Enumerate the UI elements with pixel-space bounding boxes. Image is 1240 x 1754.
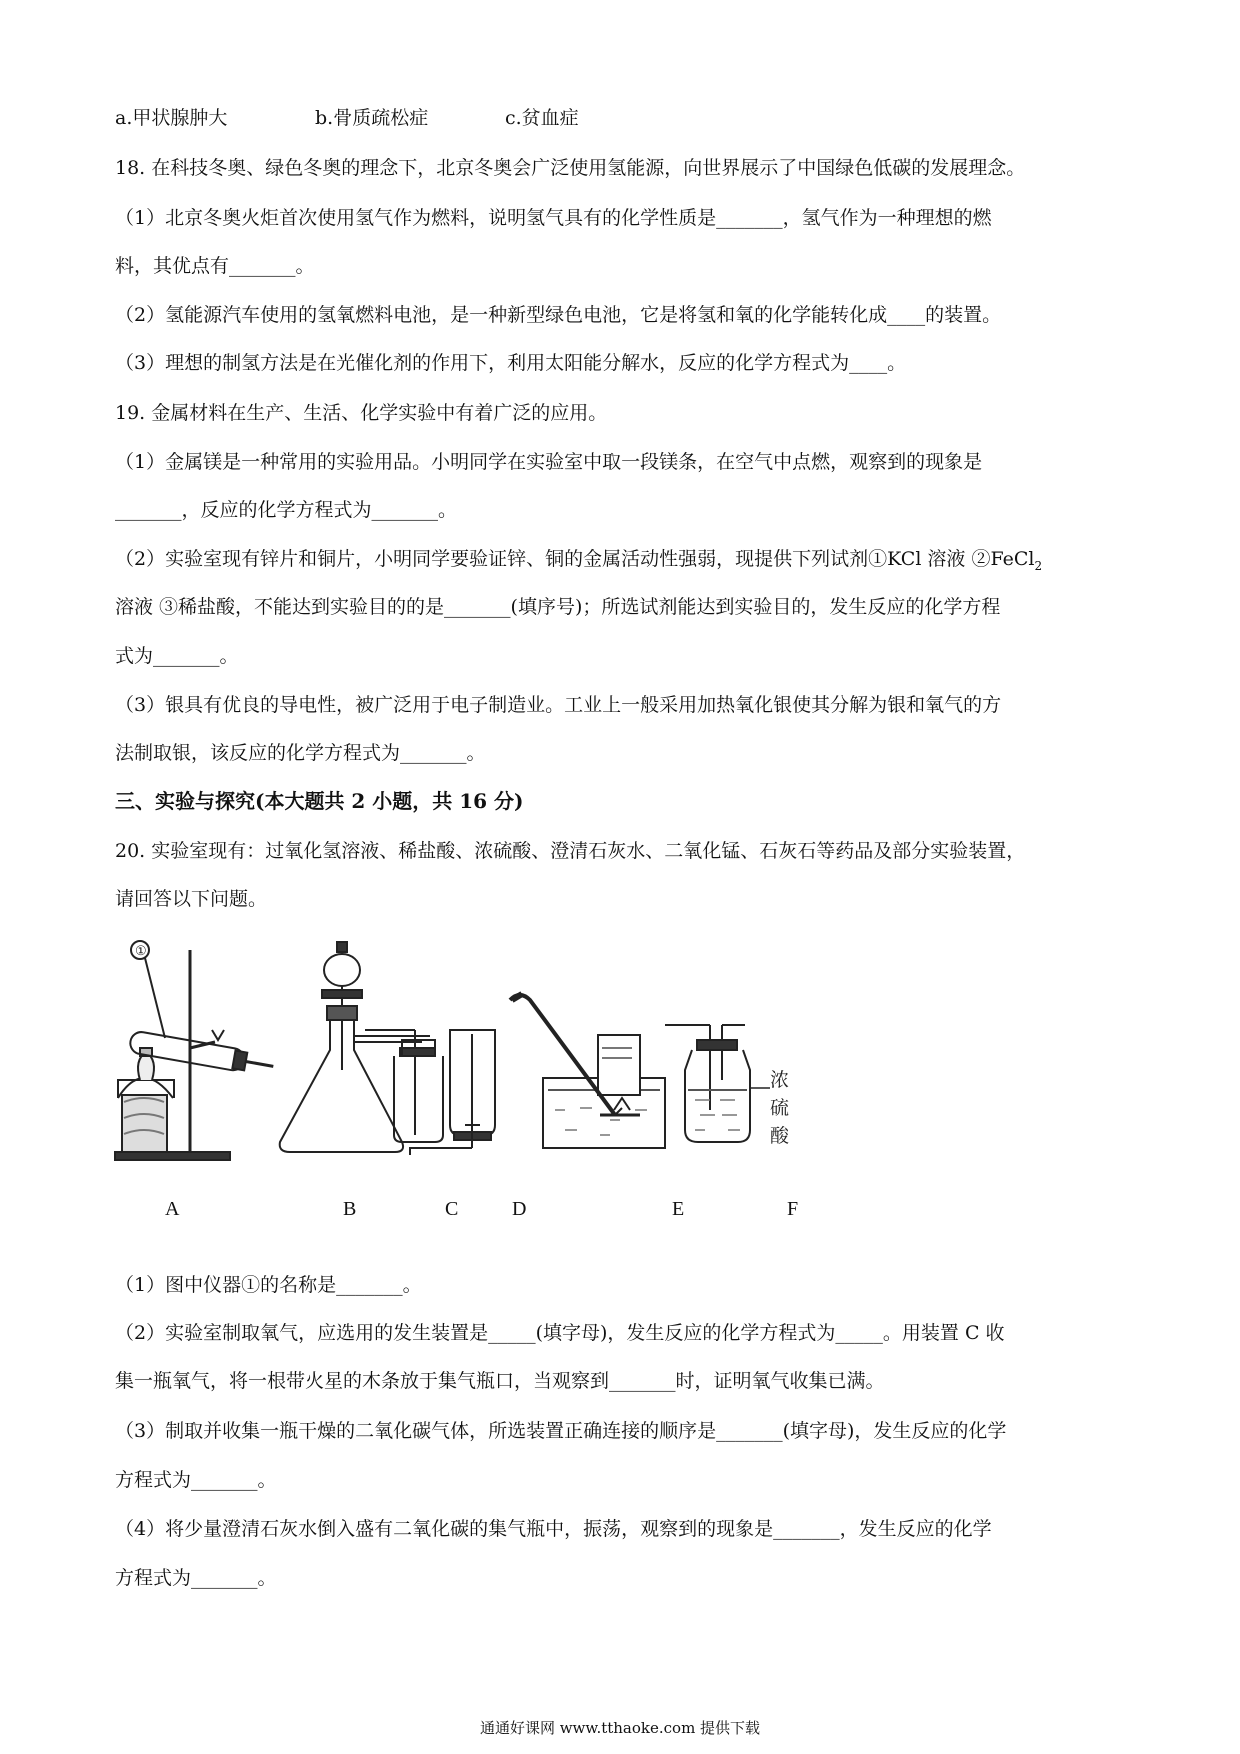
subscript-2: 2 (1034, 558, 1043, 573)
apparatus-figure (110, 930, 890, 1170)
apparatus-f (665, 1025, 770, 1142)
q20-part1: （1）图中仪器①的名称是_______。 (115, 1274, 422, 1296)
q19-part1-line2: _______，反应的化学方程式为_______。 (115, 499, 458, 521)
q18-part1-line1: （1）北京冬奥火炬首次使用氢气作为燃料，说明氢气具有的化学性质是_______，氢气作为一种理想的燃 (115, 207, 992, 229)
q18-stem: 18. 在科技冬奥、绿色冬奥的理念下，北京冬奥会广泛使用氢能源，向世界展示了中国绿色低碳的发展理念。 (115, 157, 1026, 179)
q20-part3-line2: 方程式为_______。 (115, 1469, 277, 1491)
q19-part3-line1: （3）银具有优良的导电性，被广泛用于电子制造业。工业上一般采用加热氧化银使其分解为银和氧气的方 (115, 694, 1002, 716)
label-c: C (445, 1198, 459, 1220)
instrument-marker: ① (135, 944, 147, 959)
label-d: D (512, 1198, 527, 1220)
acid-label-2: 硫 (770, 1097, 790, 1119)
q18-part3: （3）理想的制氢方法是在光催化剂的作用下，利用太阳能分解水，反应的化学方程式为____。 (115, 352, 907, 374)
q19-part2-line3: 式为_______。 (115, 645, 239, 667)
q19-part2-text: （2）实验室现有锌片和铜片，小明同学要验证锌、铜的金属活动性强弱，现提供下列试剂①KCl 溶液 ②FeCl (115, 548, 1035, 570)
q20-stem-line1: 20. 实验室现有：过氧化氢溶液、稀盐酸、浓硫酸、澄清石灰水、二氧化锰、石灰石等药品及部分实验装置， (115, 840, 1026, 862)
q19-part1-line1: （1）金属镁是一种常用的实验用品。小明同学在实验室中取一段镁条，在空气中点燃，观察到的现象是 (115, 451, 983, 473)
option-b: b.骨质疏松症 (315, 107, 429, 129)
q19-stem: 19. 金属材料在生产、生活、化学实验中有着广泛的应用。 (115, 402, 608, 424)
label-f: F (787, 1198, 799, 1220)
q20-part3-line1: （3）制取并收集一瓶干燥的二氧化碳气体，所选装置正确连接的顺序是_______(填字母)，发生反应的化学 (115, 1420, 1007, 1442)
q18-part2: （2）氢能源汽车使用的氢氧燃料电池，是一种新型绿色电池，它是将氢和氧的化学能转化成____的装置。 (115, 304, 1002, 326)
q20-part2-line1: （2）实验室制取氧气，应选用的发生装置是_____(填字母)，发生反应的化学方程式为_____。用装置 C 收 (115, 1322, 1005, 1344)
q19-part2-line2: 溶液 ③稀盐酸，不能达到实验目的的是_______(填序号)；所选试剂能达到实验目的，发生反应的化学方程 (115, 596, 1001, 618)
q19-part2-line1 (115, 546, 1042, 579)
label-e: E (672, 1198, 685, 1220)
q20-part2-line2: 集一瓶氧气，将一根带火星的木条放于集气瓶口，当观察到_______时，证明氧气收集已满。 (115, 1370, 885, 1392)
apparatus-c (365, 1030, 443, 1142)
apparatus-a (115, 941, 275, 1160)
q20-stem-line2: 请回答以下问题。 (115, 888, 268, 910)
acid-label-1: 浓 (770, 1069, 790, 1091)
label-b: B (343, 1198, 357, 1220)
apparatus-e (510, 994, 665, 1148)
q19-part3-line2: 法制取银，该反应的化学方程式为_______。 (115, 742, 486, 764)
acid-label-3: 酸 (770, 1125, 790, 1147)
q18-part1-line2: 料，其优点有_______。 (115, 255, 315, 277)
q20-part4-line2: 方程式为_______。 (115, 1567, 277, 1589)
option-c: c.贫血症 (505, 107, 579, 129)
label-a: A (165, 1198, 180, 1220)
page-footer: 通通好课网 www.tthaoke.com 提供下载 (479, 1719, 761, 1737)
option-a: a.甲状腺肿大 (115, 107, 228, 129)
section-heading: 三、实验与探究(本大题共 2 小题，共 16 分) (115, 789, 524, 813)
q20-part4-line1: （4）将少量澄清石灰水倒入盛有二氧化碳的集气瓶中，振荡，观察到的现象是_______，发生反应的化学 (115, 1518, 992, 1540)
